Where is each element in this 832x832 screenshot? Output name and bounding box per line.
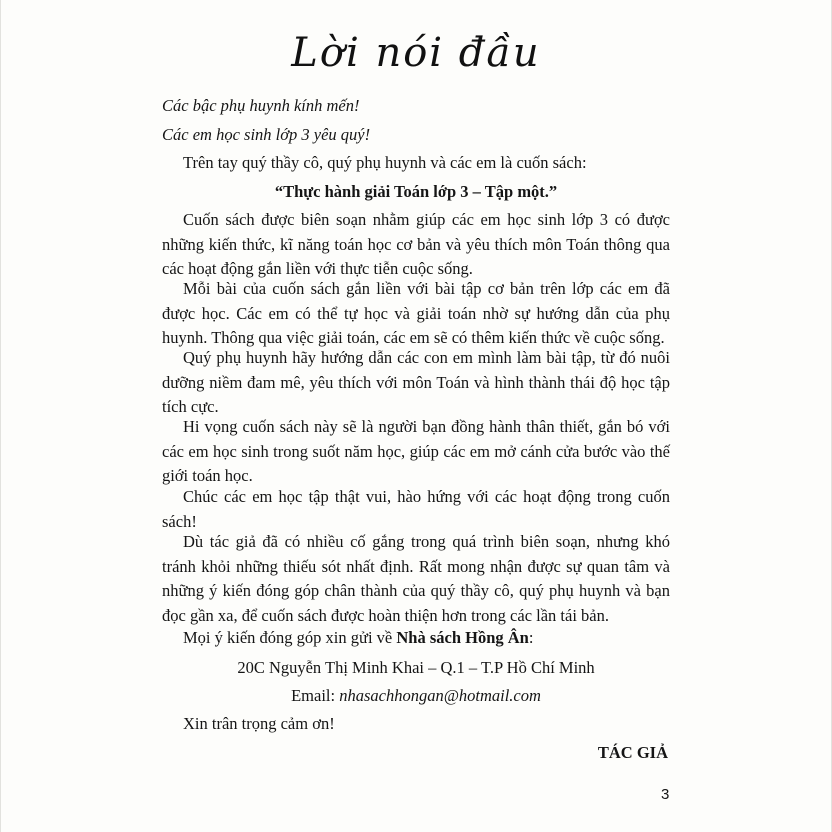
book-title: “Thực hành giải Toán lớp 3 – Tập một.” — [274, 182, 558, 201]
paragraph-feedback: Dù tác giả đã có nhiều cố gắng trong quá trình biên soạn, nhưng khó tránh khỏi những thiếu sót nhất định. Rất mong nhận được sự quan tâm và những ý kiến đóng góp chân thành của quý thầy cô, quý phụ huynh và bạn đọc gần xa, để cuốn sách được hoàn thiện hơn trong các lần tái bản. — [162, 532, 670, 625]
email-address[interactable]: nhasachhongan@hotmail.com — [339, 686, 541, 705]
greeting-students: Các em học sinh lớp 3 yêu quý! — [162, 125, 371, 144]
email-line — [162, 684, 670, 709]
paragraph-wishes: Chúc các em học tập thật vui, hào hứng với các hoạt động trong cuốn sách! — [162, 487, 670, 531]
paragraph-purpose: Cuốn sách được biên soạn nhằm giúp các em học sinh lớp 3 có được những kiến thức, kĩ năng toán học cơ bản và yêu thích môn Toán thông qua các hoạt động gắn liền với thực tiễn cuộc sống. — [162, 210, 670, 278]
greeting-parents: Các bậc phụ huynh kính mến! — [162, 96, 360, 115]
page-title: Lời nói đầu — [291, 30, 541, 76]
publisher-address: 20C Nguyễn Thị Minh Khai – Q.1 – T.P Hồ Chí Minh — [237, 658, 595, 677]
paragraph-hope: Hi vọng cuốn sách này sẽ là người bạn đồng hành thân thiết, gắn bó với các em học sinh trong suốt năm học, giúp các em mở cánh cửa bước vào thế giới toán học. — [162, 417, 670, 485]
contact-intro: Mọi ý kiến đóng góp xin gửi về — [183, 628, 397, 647]
publisher-name: Nhà sách Hồng Ân — [396, 628, 529, 647]
intro-line: Trên tay quý thầy cô, quý phụ huynh và các em là cuốn sách: — [183, 153, 587, 172]
page-number: 3 — [661, 786, 670, 803]
email-label: Email: — [291, 686, 340, 705]
paragraph-lessons: Mỗi bài của cuốn sách gắn liền với bài tập cơ bản trên lớp các em đã được học. Các em có thể tự học và giải toán nhờ sự hướng dẫn của phụ huynh. Thông qua việc giải toán, các em sẽ có thêm kiến thức về cuộc sống. — [162, 279, 670, 347]
thanks-line: Xin trân trọng cảm ơn! — [183, 714, 335, 733]
contact-line — [162, 626, 670, 651]
contact-colon: : — [528, 628, 534, 647]
author-signature: TÁC GIẢ — [597, 743, 668, 762]
paragraph-parents: Quý phụ huynh hãy hướng dẫn các con em mình làm bài tập, từ đó nuôi dưỡng niềm đam mê, yêu thích với môn Toán và hình thành thái độ học tập tích cực. — [162, 348, 670, 416]
